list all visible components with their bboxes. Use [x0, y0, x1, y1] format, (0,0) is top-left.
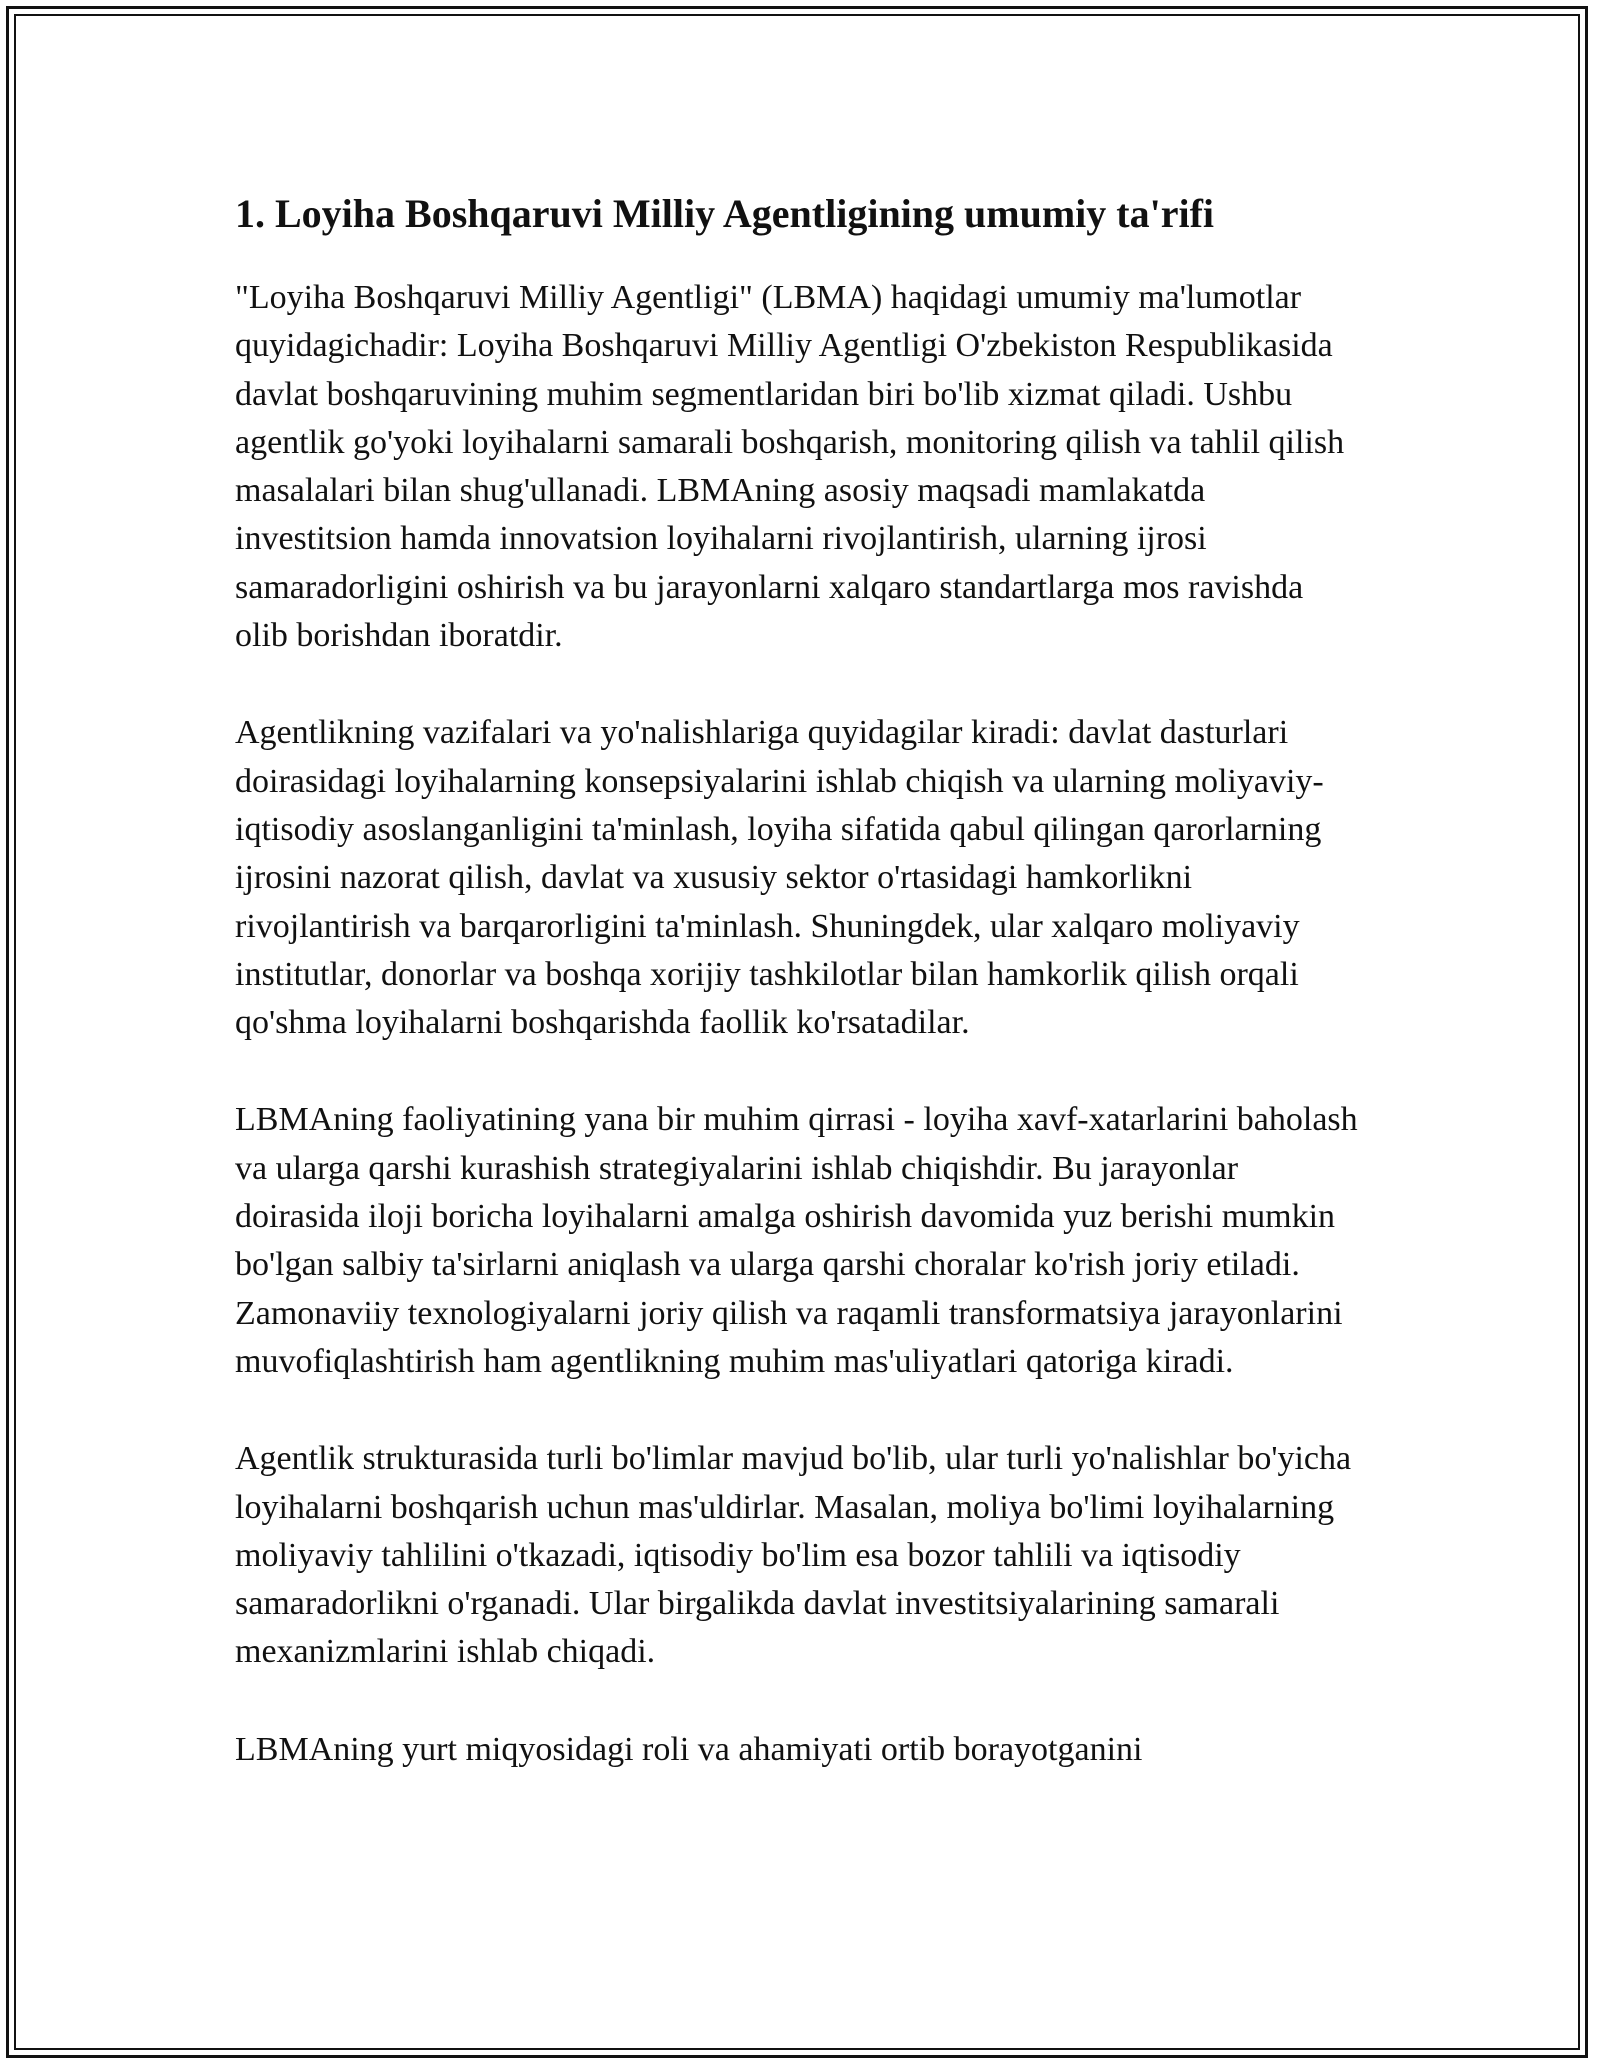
- paragraph: Agentlikning vazifalari va yo'nalishlariga quyidagilar kiradi: davlat dasturlari doirasidagi loyihalarning konsepsiyalarini ishlab chiqish va ularning moliyaviy-iqtisodiy asoslanganligini ta'minlash, loyiha sifatida qabul qilingan qarorlarning ijrosini nazorat qilish, davlat va xususiy sektor o'rtasidagi hamkorlikni rivojlantirish va barqarorligini ta'minlash. Shuningdek, ular xalqaro moliyaviy institutlar, donorlar va boshqa xorijiy tashkilotlar bilan hamkorlik qilish orqali qo'shma loyihalarni boshqarishda faollik ko'rsatadilar.: [235, 714, 1324, 1042]
- paragraph: "Loyiha Boshqaruvi Milliy Agentligi" (LBMA) haqidagi umumiy ma'lumotlar quyidagichadir: Loyiha Boshqaruvi Milliy Agentligi O'zbekiston Respublikasida davlat boshqaruvining muhim segmentlaridan biri bo'lib xizmat qiladi. Ushbu agentlik go'yoki loyihalarni samarali boshqarish, monitoring qilish va tahlil qilish masalalari bilan shug'ullanadi. LBMAning asosiy maqsadi mamlakatda investitsion hamda innovatsion loyihalarni rivojlantirish, ularning ijrosi samaradorligini oshirish va bu jarayonlarni xalqaro standartlarga mos ravishda olib borishdan iboratdir.: [235, 279, 1345, 655]
- document-body: [235, 188, 1360, 1823]
- section-heading: 1. Loyiha Boshqaruvi Milliy Agentligining umumiy ta'rifi: [235, 191, 1215, 236]
- paragraph: Agentlik strukturasida turli bo'limlar mavjud bo'lib, ular turli yo'nalishlar bo'yicha loyihalarni boshqarish uchun mas'uldirlar. Masalan, moliya bo'limi loyihalarning moliyaviy tahlilini o'tkazadi, iqtisodiy bo'lim esa bozor tahlili va iqtisodiy samaradorlikni o'rganadi. Ular birgalikda davlat investitsiyalarining samarali mexanizmlarini ishlab chiqadi.: [235, 1440, 1352, 1671]
- paragraph: LBMAning yurt miqyosidagi roli va ahamiyati ortib borayotganini: [235, 1730, 1143, 1768]
- paragraph: LBMAning faoliyatining yana bir muhim qirrasi - loyiha xavf-xatarlarini baholash va ularga qarshi kurashish strategiyalarini ishlab chiqishdir. Bu jarayonlar doirasida iloji boricha loyihalarni amalga oshirish davomida yuz berishi mumkin bo'lgan salbiy ta'sirlarni aniqlash va ularga qarshi choralar ko'rish joriy etiladi. Zamonaviiy texnologiyalarni joriy qilish va raqamli transformatsiya jarayonlarini muvofiqlashtirish ham agentlikning muhim mas'uliyatlari qatoriga kiradi.: [235, 1101, 1358, 1380]
